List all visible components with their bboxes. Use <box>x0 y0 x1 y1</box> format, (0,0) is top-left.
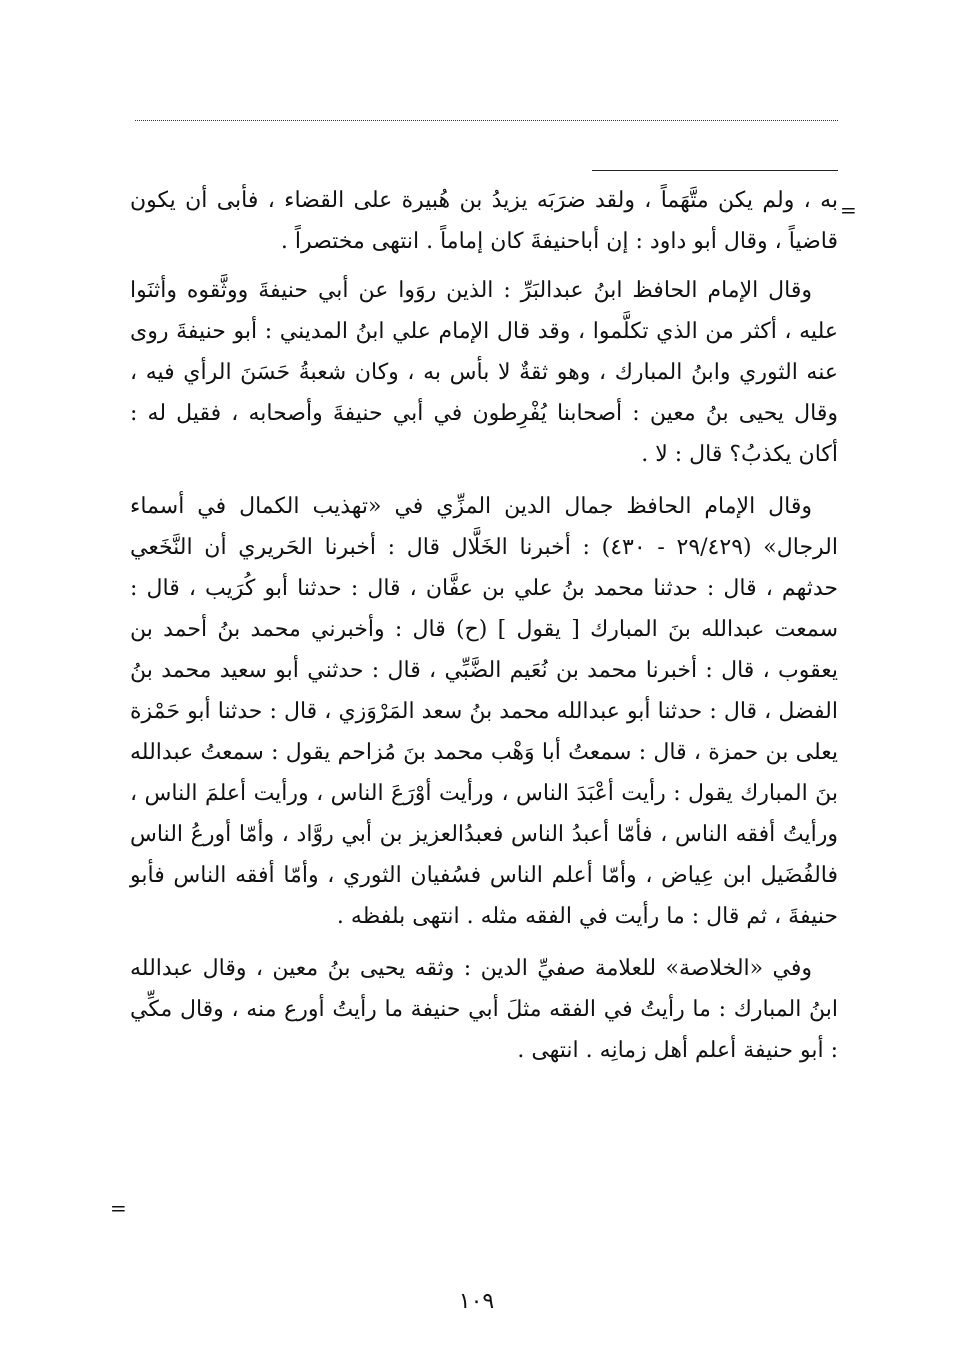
paragraph-al-mizzi: وقال الإمام الحافظ جمال الدين المزِّي في «تهذيب الكمال في أسماء الرجال» (٢٩/٤٢٩ - ٤٣٠) : أخبرنا الخَلَّال قال : أخبرنا الحَريري أن النَّخَعي حدثهم ، قال : حدثنا محمد بنُ علي بن عفَّان ، قال : حدثنا أبو كُرَيب ، قال : سمعت عبدالله بنَ المبارك [ يقول ] (ح) قال : وأخبرني محمد بنُ أحمد بن يعقوب ، قال : أخبرنا محمد بن نُعَيم الضَّبِّي ، قال : حدثني أبو سعيد محمد بنُ الفضل ، قال : حدثنا أبو عبدالله محمد بنُ سعد المَرْوَزي ، قال : حدثنا أبو حَمْزة يعلى بن حمزة ، قال : سمعتُ أبا وَهْب محمد بنَ مُزاحم يقول : سمعتُ عبدالله بنَ المبارك يقول : رأيت أعْبَدَ الناس ، ورأيت أوْرَعَ الناس ، ورأيت أعلمَ الناس ، ورأيتُ أفقه الناس ، فأمّا أعبدُ الناس فعبدُالعزيز بن أبي روَّاد ، وأمّا أورعُ الناس فالفُضَيل ابن عِياض ، وأمّا أعلم الناس فسُفيان الثوري ، وأمّا أفقه الناس فأبو حنيفةَ ، ثم قال : ما رأيت في الفقه مثله . انتهى بلفظه . <box>130 494 839 929</box>
continues-next-page-mark: = <box>110 1196 127 1220</box>
footnote-body <box>130 180 838 1071</box>
footnote-continuation-mark: = <box>840 198 857 222</box>
paragraph-ibn-abdulbarr: وقال الإمام الحافظ ابنُ عبدالبَرِّ : الذين روَوا عن أبي حنيفةَ ووثَّقوه وأثنَوا عليه ، أكثر من الذي تكلَّموا ، وقد قال الإمام علي ابنُ المديني : أبو حنيفةَ روى عنه الثوري وابنُ المبارك ، وهو ثقةٌ لا بأس به ، وكان شعبةُ حَسَنَ الرأي فيه ، وقال يحيى بنُ معين : أصحابنا يُفْرِطون في أبي حنيفةَ وأصحابه ، فقيل له : أكان يكذبُ؟ قال : لا . <box>130 278 838 467</box>
paragraph-al-khulasa: وفي «الخلاصة» للعلامة صفيِّ الدين : وثقه يحيى بنُ معين ، وقال عبدالله ابنُ المبارك : ما رأيتُ في الفقه مثلَ أبي حنيفة ما رأيتُ أورع منه ، وقال مكِّي : أبو حنيفة أعلم أهل زمانِه . انتهى . <box>130 956 838 1063</box>
header-dotted-rule <box>135 120 838 121</box>
footnote-separator-rule <box>592 170 838 171</box>
page-number: ١٠٩ <box>458 1289 495 1314</box>
paragraph-continuation: به ، ولم يكن متَّهَماً ، ولقد ضرَبَه يزيدُ بن هُبيرة على القضاء ، فأبى أن يكون قاضياً ، وقال أبو داود : إن أباحنيفةَ كان إماماً . انتهى مختصراً . <box>130 188 838 254</box>
